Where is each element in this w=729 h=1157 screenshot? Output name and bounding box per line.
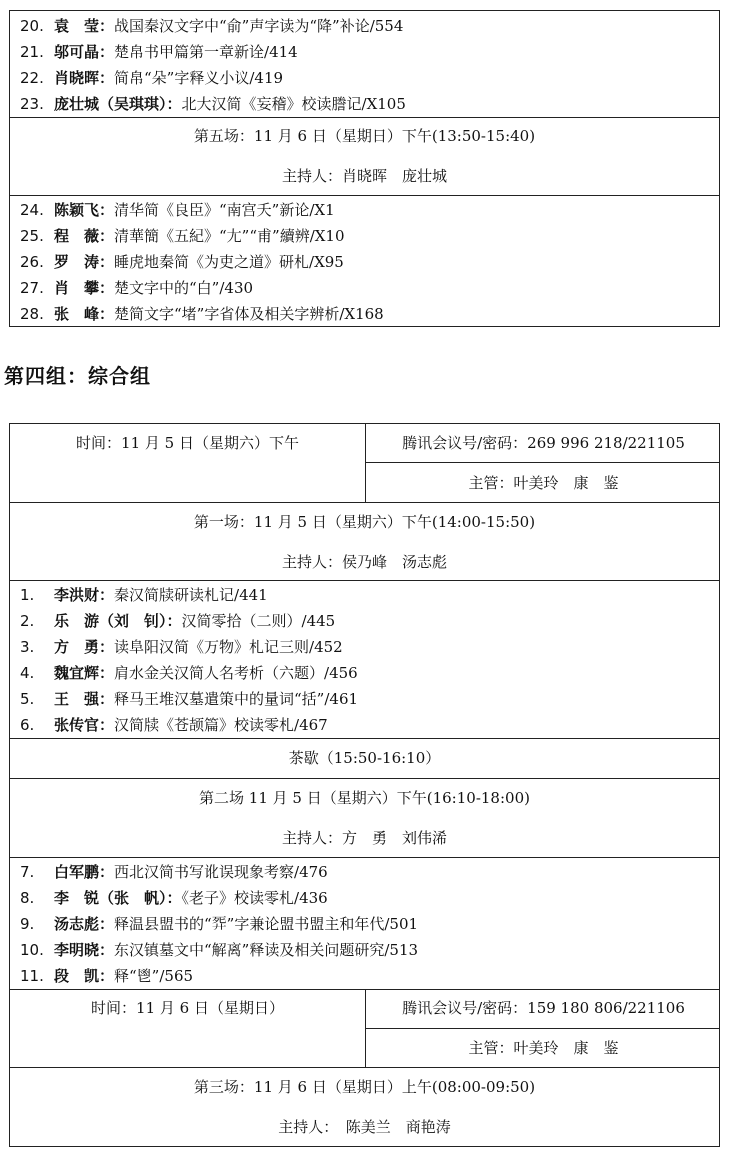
day2-meeting-id: 腾讯会议号/密码：159 180 806/221106 [402,999,685,1017]
session1-title: 第一场：11 月 5 日（星期六）下午(14:00-15:50) [193,513,536,531]
day1-manager: 主管：叶美玲 康 鉴 [468,474,619,492]
day1-time: 时间：11 月 5 日（星期六）下午 [76,434,299,452]
paper-list-a [20,13,713,117]
session1-host: 主持人：侯乃峰 汤志彪 [281,553,447,571]
list-item: 23. 庞壮城（吴琪琪）：北大汉简《妄稽》校读謄记/X105 [20,95,406,113]
list-item: 5. 王 强：释马王堆汉墓遣策中的量词“括”/461 [20,690,359,708]
list-item: 21. 邬可晶：楚帛书甲篇第一章新诠/414 [20,43,298,61]
session3-title: 第三场：11 月 6 日（星期日）上午(08:00-09:50) [193,1078,536,1096]
day2-manager: 主管：叶美玲 康 鉴 [468,1039,619,1057]
list-item: 8. 李 锐（张 帆）：《老子》校读零札/436 [20,889,328,907]
list-item: 2. 乐 游（刘 钊）：汉简零拾（二则）/445 [20,612,336,630]
session5-title: 第五场：11 月 6 日（星期日）下午(13:50-15:40) [193,127,536,145]
group3-schedule-table [9,10,720,327]
list-item: 3. 方 勇：读阜阳汉简《万物》札记三则/452 [20,638,343,656]
list-item: 7. 白军鹏：西北汉简书写讹误现象考察/476 [20,863,328,881]
list-item: 25. 程 薇：清華簡《五紀》“尢”“甫”續辨/X10 [20,227,345,245]
list-item: 26. 罗 涛：睡虎地秦简《为吏之道》研札/X95 [20,253,344,271]
list-item: 22. 肖晓晖：简帛“朵”字释义小议/419 [20,69,284,87]
list-item: 28. 张 峰：楚简文字“堵”字省体及相关字辨析/X168 [20,305,384,323]
day1-meeting-id: 腾讯会议号/密码：269 996 218/221105 [402,434,685,452]
paper-list-b [20,197,713,327]
day2-time: 时间：11 月 6 日（星期日） [91,999,284,1017]
group4-schedule-table [9,423,720,1147]
session5-host: 主持人：肖晓晖 庞壮城 [281,167,447,185]
list-item: 24. 陈颖飞：清华简《良臣》“南宫夭”新论/X1 [20,201,335,219]
session3-host: 主持人： 陈美兰 商艳涛 [278,1118,451,1136]
session2-host: 主持人：方 勇 刘伟浠 [281,829,447,847]
list-item: 20. 袁 莹：战国秦汉文字中“俞”声字读为“降”补论/554 [20,17,404,35]
paper-list-session2 [20,859,713,989]
list-item: 4. 魏宜辉：肩水金关汉简人名考析（六题）/456 [20,664,358,682]
paper-list-session1 [20,582,713,738]
list-item: 10. 李明晓：东汉镇墓文中“解离”释读及相关问题研究/513 [20,941,419,959]
list-item: 11. 段 凯：释“鬯”/565 [20,967,194,985]
session2-title: 第二场 11 月 5 日（星期六）下午(16:10-18:00) [199,789,530,807]
list-item: 1. 李洪财：秦汉简牍研读札记/441 [20,586,268,604]
list-item: 27. 肖 攀：楚文字中的“白”/430 [20,279,254,297]
group4-heading: 第四组：综合组 [4,364,151,388]
tea-break: 茶歇（15:50-16:10） [288,749,441,767]
list-item: 9. 汤志彪：释温县盟书的“𢍈”字兼论盟书盟主和年代/501 [20,915,419,933]
list-item: 6. 张传官：汉简牍《苍颉篇》校读零札/467 [20,716,328,734]
